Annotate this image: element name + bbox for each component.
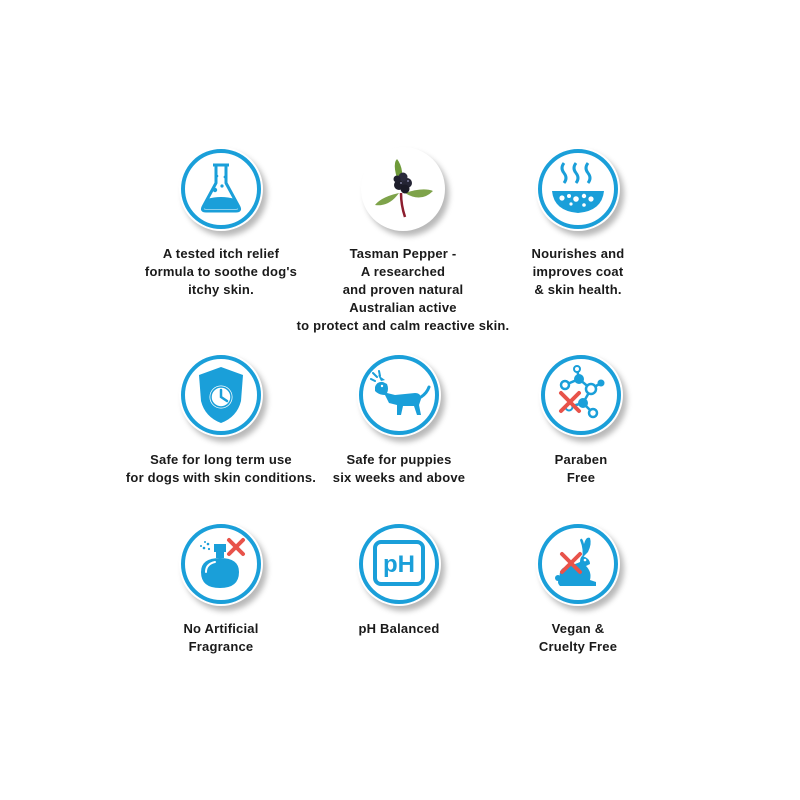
caption-line: Vegan & (551, 621, 605, 636)
perfume-crossed-icon (179, 522, 263, 606)
ph-icon (357, 522, 441, 606)
caption-line: & skin health. (534, 282, 622, 297)
rabbit-crossed-icon (536, 522, 620, 606)
caption-line: itchy skin. (188, 282, 254, 297)
feature-caption (451, 451, 711, 487)
shield-clock-icon (179, 353, 263, 437)
caption-line: No Artificial (183, 621, 259, 636)
caption-line: pH Balanced (358, 621, 440, 636)
caption-line: Safe for puppies (346, 452, 452, 467)
caption-line: A tested itch relief (162, 246, 280, 261)
feature-nourishes (448, 147, 708, 299)
caption-line: and proven natural (342, 282, 464, 297)
feature-paraben (451, 353, 711, 487)
molecule-crossed-icon (539, 353, 623, 437)
caption-line: six weeks and above (332, 470, 466, 485)
caption-line: Australian active (349, 300, 457, 315)
caption-line: Tasman Pepper - (349, 246, 457, 261)
caption-line: improves coat (532, 264, 624, 279)
feature-caption (448, 620, 708, 656)
caption-line: for dogs with skin conditions. (125, 470, 317, 485)
caption-line: Safe for long term use (150, 452, 292, 467)
steam-bowl-icon (536, 147, 620, 231)
caption-line: formula to soothe dog's (144, 264, 298, 279)
caption-line: Nourishes and (531, 246, 625, 261)
caption-line: Fragrance (188, 639, 254, 654)
ph-label: pH (383, 551, 415, 578)
caption-line: Paraben (554, 452, 608, 467)
dog-icon (357, 353, 441, 437)
caption-line: Cruelty Free (538, 639, 618, 654)
caption-line: Free (566, 470, 596, 485)
flask-icon (179, 147, 263, 231)
feature-caption (448, 245, 708, 299)
caption-line: A researched (360, 264, 446, 279)
caption-line: to protect and calm reactive skin. (296, 318, 510, 333)
pepper-berry-icon (361, 147, 445, 231)
feature-vegan (448, 522, 708, 656)
